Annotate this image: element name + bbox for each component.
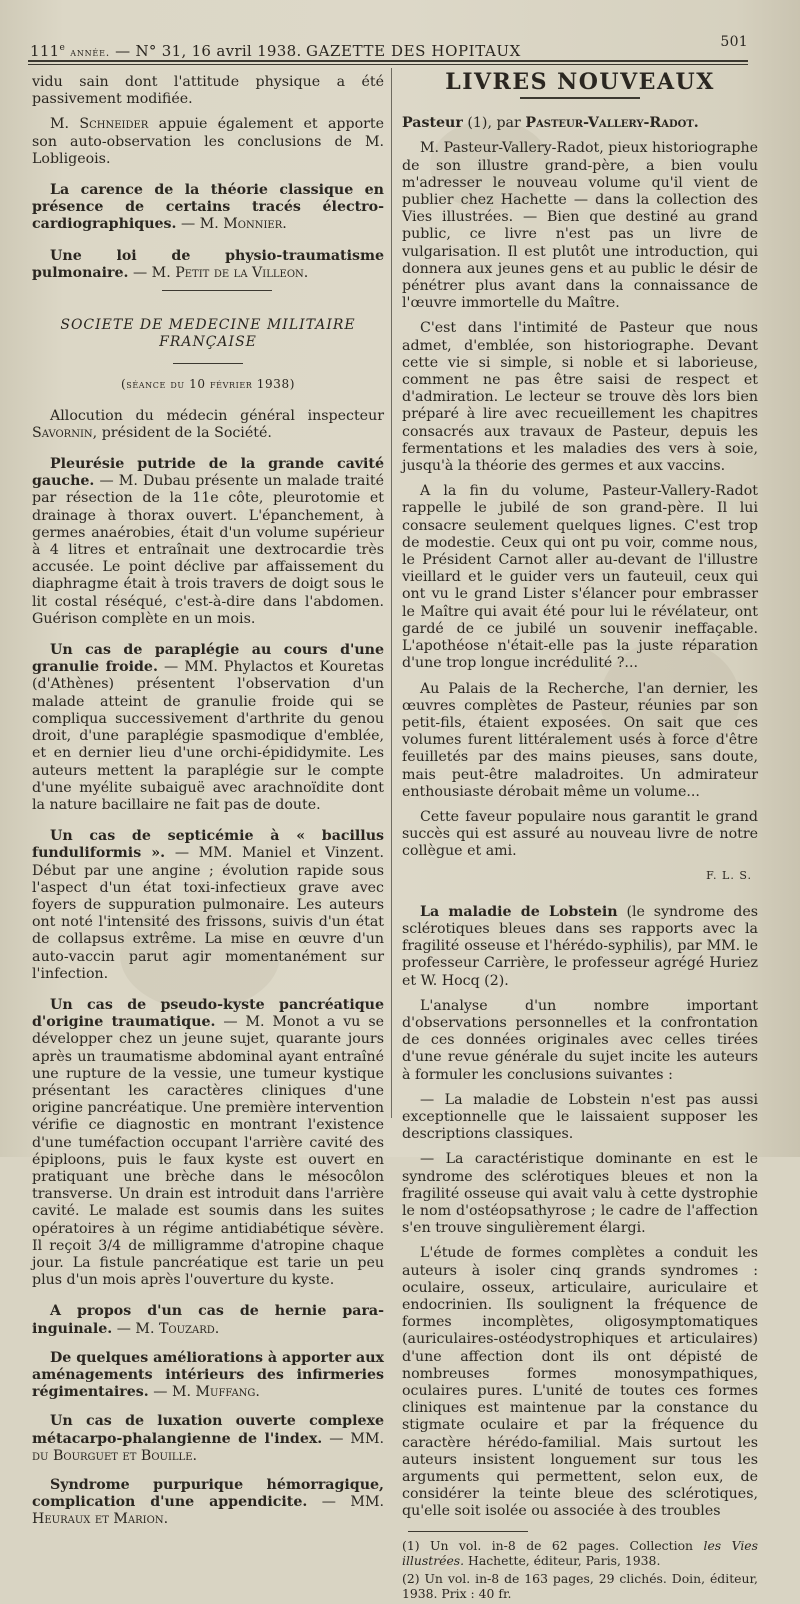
review-paragraph: Cette faveur populaire nous garantit le grand succès qui est assuré au nouveau livre de notre collègue et ami.: [402, 808, 758, 860]
volume-number: 111: [30, 42, 60, 60]
abstract-title: Un cas de septicémie à « bacillus funduliformis ».: [32, 828, 384, 862]
abstract-title: Un cas de pseudo-kyste pancréatique d'origine traumatique.: [32, 996, 384, 1031]
review-paragraph: Au Palais de la Recherche, l'an dernier, les œuvres complètes de Pasteur, réunies par son petit-fils, étaient exposées. On sait que ces volumes furent littéralement usés à force d'être feuilletés par des mains pieuses, sans doute, mais peut-être maladroites. Un admirateur enthousiaste dérobait même un volume...: [402, 680, 758, 800]
review-paragraph: L'étude de formes complètes a conduit les auteurs à isoler cinq grands syndromes : oculaire, osseux, articulaire, auriculaire et endocrinien. Ils soulignent la fréquence de formes incomplètes, oligosymptomatiques (auriculaires-ostéodystrophiques et articulaires) d'une affection dont ils ont dépisté de nombreuses formes monosympathiques, oculaires pures. L'unité de toutes ces formes cliniques est maintenue par la constance du stigmate oculaire et par la fréquence du caractère hérédo-familial. Mais surtout les auteurs insistent longuement sur tous les arguments qui permettent, selon eux, de considérer la teinte bleue des sclérotiques, qu'elle soit isolée ou associée à des troubles: [402, 1245, 758, 1520]
author-name: Savornin,: [32, 424, 98, 441]
abstract-title: Pleurésie putride de la grande cavité gauche.: [32, 456, 384, 490]
abstract-text: — M. Monot a vu se développer chez un jeune sujet, quarante jours après un traumatisme abdominal ayant entraîné une rupture de la vessie, une tumeur kystique présentant les caractères cliniques d'une origine pancréatique. Une première intervention vérifie ce diagnostic en montrant l'existence d'une tuméfaction occupant l'arrière cavité des épiploons, puis le faux kyste est ouvert en pratiquant une brèche dans le mésocôlon transverse. Un drain est introduit dans l'arrière cavité. Le malade est soumis dans les suites opératoires à un régime antidiabétique sévère. Il reçoit 3/4 de milligramme d'atropine chaque jour. La fistule pancréatique est tarie un peu plus d'un mois après l'ouverture du kyste.: [32, 1014, 385, 1289]
column-divider: [391, 68, 392, 1118]
abstract-title: De quelques améliorations à apporter aux aménagements intérieurs des infirmeries régimentaires.: [32, 1349, 384, 1401]
header-rule-thin: [28, 64, 748, 65]
continued-text: vidu sain dont l'attitude physique a été passivement modifiée.: [32, 74, 384, 108]
abstract-paraplegie: [32, 642, 384, 814]
review-paragraph: L'analyse d'un nombre important d'observations personnelles et la confrontation de ces données originales avec celles tirées d'une revue générale du sujet incite les auteurs à formuler les conclusions suivantes :: [402, 997, 758, 1083]
abstract-luxation: [32, 1413, 384, 1465]
abstract-loi: [32, 248, 384, 282]
session-date: (séance du 10 février 1938): [120, 377, 296, 392]
left-column: [32, 74, 384, 1537]
allocution: [32, 408, 384, 442]
review-ref: (le syndrome des sclérotiques bleues dans ses rapports avec la fragilité osseuse et l'hérédo-syphilis), par MM. le professeur Carrière, le professeur agrégé Huriez et W. Hocq (2).: [402, 903, 759, 989]
review-pasteur-heading: [402, 115, 758, 132]
volume-sup: e: [59, 43, 66, 53]
issue-info: [30, 42, 302, 60]
right-column: [402, 69, 759, 1604]
reviewer-signature: F. L. S.: [706, 868, 752, 882]
footnote-2: (2) Un vol. in-8 de 163 pages, 29 clichés. Doin, éditeur, 1938. Prix : 40 fr.: [402, 1570, 758, 1601]
footnote-text: (1) Un vol. in-8 de 62 pages. Collection: [402, 1537, 694, 1553]
paragraph-text: Allocution du médecin général inspecteur: [50, 407, 384, 424]
review-title: Pasteur: [402, 115, 463, 132]
separator-rule: [173, 363, 243, 364]
abstract-pleuresie: [32, 456, 384, 628]
paragraph-schneider: [32, 116, 384, 168]
issue-date: — N° 31, 16 avril 1938.: [115, 42, 302, 60]
abstract-hernie: [32, 1303, 384, 1337]
review-lobstein-heading: [402, 904, 758, 990]
footnote-1: [402, 1538, 758, 1568]
footnote-rule: [408, 1531, 528, 1532]
abstract-author: — M. Petit de la Villeon.: [132, 264, 309, 281]
abstract-title: Syndrome purpurique hémorragique, complication d'une appendicite.: [32, 1477, 384, 1511]
author-name: M. Schneider: [50, 116, 149, 133]
abstract-septicemie: [32, 828, 384, 983]
review-paragraph: M. Pasteur-Vallery-Radot, pieux historiographe de son illustre grand-père, a bien voulu m'adresser le nouveau volume qu'il vient de publier chez Hachette — dans la collection des Vies illustrées. — Bien que destiné au grand public, ce livre n'est pas un livre de vulgarisation. Il est plutôt une introduction, qui donnera aux jeunes gens et au public le désir de pénétrer plus avant dans la connaissance de l'œuvre immortelle du Maître.: [402, 140, 758, 312]
review-paragraph: — La caractéristique dominante en est le syndrome des sclérotiques bleues et non la fragilité osseuse qui avait valu à cette dystrophie le nom d'ostéopsathyrose ; le cadre de l'affection s'en trouve singulièrement élargi.: [402, 1151, 758, 1237]
abstract-title: La carence de la théorie classique en présence de certains tracés électro-cardiographiques.: [32, 182, 384, 233]
abstract-carence: [32, 182, 384, 234]
separator-rule: [162, 290, 272, 291]
review-ref: (1), par: [467, 115, 521, 132]
section-title: LIVRES NOUVEAUX: [445, 69, 715, 95]
volume-word: année.: [70, 46, 111, 59]
abstract-ameliorations: [32, 1350, 384, 1402]
abstract-text: — MM. Phylactos et Kouretas (d'Athènes) présentent l'observation d'un malade atteint de granulie froide qui se compliqua successivement d'arthrite du genou droit, d'une paraplégie spasmodique d'emblée, et en dernier lieu d'une orchi-épididymite. Les auteurs mettent la paraplégie sur le compte d'une myélite subaiguë avec arachnoïdite dont la nature bacillaire ne fait pas de doute.: [32, 659, 384, 813]
review-paragraph: A la fin du volume, Pasteur-Vallery-Radot rappelle le jubilé de son grand-père. Il lui consacre seulement quelques lignes. C'est trop de modestie. Ceux qui ont pu voir, comme nous, le Président Carnot aller au-devant de l'illustre vieillard et le guider vers un fauteuil, ceux qui ont vu le grand Lister s'élancer pour embrasser le Maître qui avait été pour lui le révélateur, ont gardé de ce jubilé un souvenir ineffaçable. L'apothéose n'était-elle pas la juste réparation d'une trop longue incrédulité ?...: [402, 483, 758, 672]
review-paragraph: — La maladie de Lobstein n'est pas aussi exceptionnelle que le laissaient supposer les descriptions classiques.: [402, 1091, 758, 1143]
abstract-author: — M. Touzard.: [116, 1320, 220, 1337]
society-heading: SOCIETE DE MEDECINE MILITAIRE FRANÇAISE: [60, 317, 356, 351]
paragraph-text: appuie également et apporte son auto-observation les conclusions de M. Lobligeois.: [32, 116, 384, 167]
footnote-collection: les Vies illustrées.: [402, 1537, 758, 1568]
abstract-title: Une loi de physio-traumatisme pulmonaire.: [32, 247, 384, 281]
review-author: Pasteur-Vallery-Radot.: [525, 115, 699, 132]
section-rule: [520, 97, 640, 99]
footnote-text: Hachette, éditeur, Paris, 1938.: [468, 1552, 661, 1568]
abstract-author: — M. Monnier.: [181, 216, 287, 233]
running-header: [28, 34, 748, 60]
abstract-title: A propos d'un cas de hernie para-inguinale.: [32, 1303, 384, 1337]
abstract-text: — M. Dubau présente un malade traité par résection de la 11e côte, pleurotomie et drainage à thorax ouvert. L'épanchement, à germes anaérobies, était d'un volume supérieur à 4 litres et entraînait une dextrocardie très accusée. Le point déclive par affaissement du diaphragme était à trois travers de doigt sous le lit costal réséqué, c'est-à-dire dans l'abdomen. Guérison complète en un mois.: [32, 473, 384, 627]
abstract-syndrome: [32, 1477, 384, 1529]
abstract-author: — MM. du Bourguet et Bouille.: [32, 1430, 384, 1464]
review-title: La maladie de Lobstein: [420, 903, 618, 920]
journal-title: GAZETTE DES HOPITAUX: [306, 42, 521, 60]
abstract-title: Un cas de paraplégie au cours d'une granulie froide.: [32, 642, 384, 676]
abstract-text: — MM. Maniel et Vinzent. Début par une angine ; évolution rapide sous l'aspect d'un état toxi-infectieux grave avec foyers de suppuration pulmonaire. Les auteurs ont noté l'intensité des frissons, suivis d'un état de collapsus extrême. La mise en œuvre d'un auto-vaccin parut agir momentanément sur l'infection.: [32, 845, 384, 982]
page-number: 501: [720, 34, 748, 50]
header-rule: [28, 60, 748, 62]
abstract-title: Un cas de luxation ouverte complexe métacarpo-phalangienne de l'index.: [32, 1413, 384, 1447]
abstract-author: — MM. Heuraux et Marion.: [32, 1494, 384, 1528]
abstract-author: — M. Muffang.: [153, 1384, 260, 1401]
abstract-kyste: [32, 997, 384, 1289]
review-paragraph: C'est dans l'intimité de Pasteur que nous admet, d'emblée, son historiographe. Devant cette vie si simple, si noble et si laborieuse, comment ne pas être saisi de respect et d'admiration. Le lecteur se trouve dès lors bien préparé à lire avec recueillement les chapitres consacrés aux travaux de Pasteur, depuis les fermentations et les maladies des vers à soie, jusqu'à la théorie des germes et aux vaccins.: [402, 320, 758, 475]
paragraph-text: président de la Société.: [101, 424, 272, 441]
